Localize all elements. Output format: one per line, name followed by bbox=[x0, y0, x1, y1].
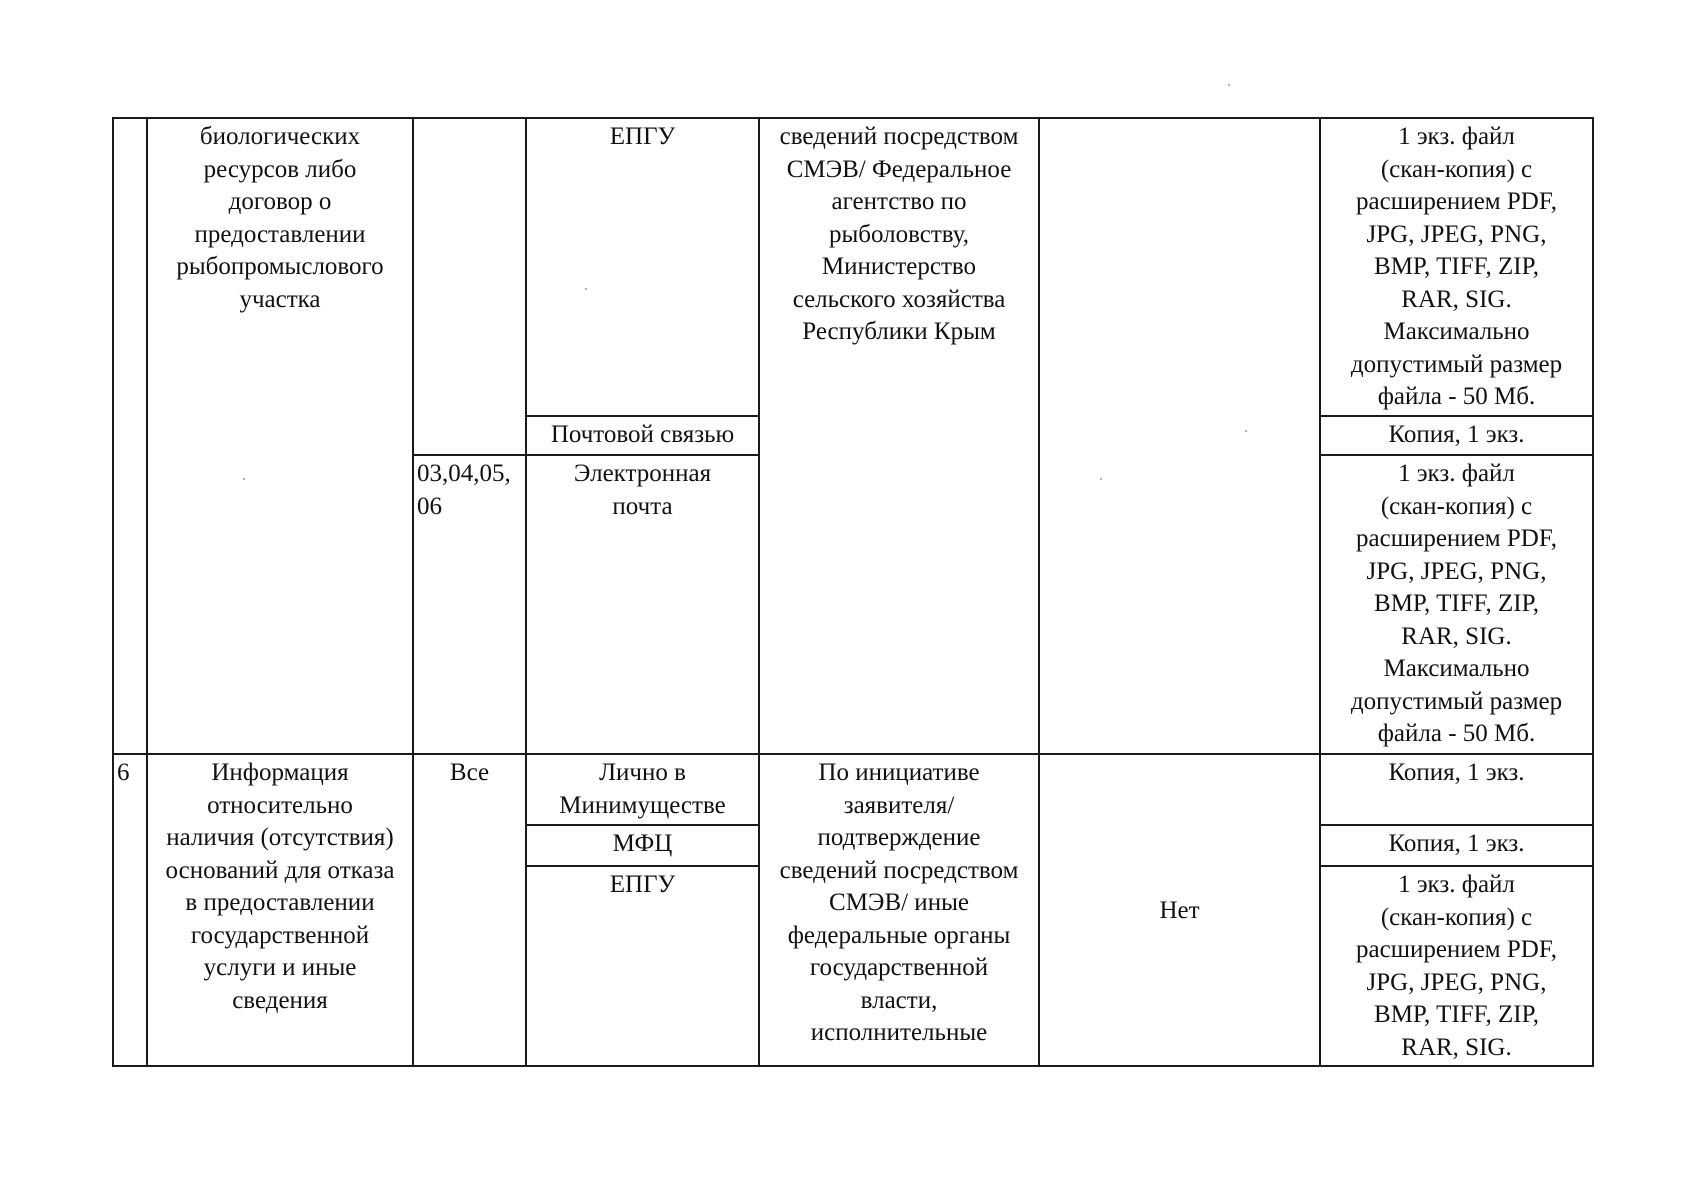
channel-post-cell: Почтовой связью bbox=[526, 416, 759, 455]
format-personal-cell: Копия, 1 экз. bbox=[1320, 754, 1593, 825]
row-number-cell bbox=[113, 118, 147, 754]
applicant-codes-cell: Все bbox=[413, 754, 526, 1066]
document-name-cell: биологических ресурсов либо договор о предоставлении рыбопромыслового участка bbox=[147, 118, 413, 754]
requirement-cell: Нет bbox=[1039, 754, 1320, 1066]
requirement-cell bbox=[1039, 118, 1320, 754]
source-cell: По инициативе заявителя/ подтверждение сведений посредством СМЭВ/ иные федеральные органы государственной власти, исполнительные bbox=[759, 754, 1039, 1066]
channel-email-cell: Электронная почта bbox=[526, 455, 759, 754]
scan-speck bbox=[1100, 478, 1102, 480]
applicant-codes-cell: 03,04,05, 06 bbox=[413, 455, 526, 754]
format-post-cell: Копия, 1 экз. bbox=[1320, 416, 1593, 455]
table-row bbox=[113, 754, 1593, 825]
format-email-cell: 1 экз. файл (скан-копия) с расширением PDF, JPG, JPEG, PNG, BMP, TIFF, ZIP, RAR, SIG. Максимально допустимый размер файла - 50 Мб. bbox=[1320, 455, 1593, 754]
scan-speck bbox=[585, 288, 587, 290]
scan-speck bbox=[1245, 430, 1247, 432]
channel-epgu-cell: ЕПГУ bbox=[526, 118, 759, 416]
channel-mfc-cell: МФЦ bbox=[526, 825, 759, 866]
channel-personal-cell: Лично в Минимуществе bbox=[526, 754, 759, 825]
format-mfc-cell: Копия, 1 экз. bbox=[1320, 825, 1593, 866]
scan-speck bbox=[243, 478, 245, 480]
row-number-cell: 6 bbox=[113, 754, 147, 1066]
channel-epgu-cell: ЕПГУ bbox=[526, 866, 759, 1066]
applicant-codes-cell bbox=[413, 118, 526, 455]
table-row bbox=[113, 118, 1593, 416]
documents-table bbox=[112, 117, 1594, 1067]
source-cell: сведений посредством СМЭВ/ Федеральное агентство по рыболовству, Министерство сельского хозяйства Республики Крым bbox=[759, 118, 1039, 754]
scan-speck bbox=[1228, 84, 1230, 86]
format-epgu-cell: 1 экз. файл (скан-копия) с расширением PDF, JPG, JPEG, PNG, BMP, TIFF, ZIP, RAR, SIG. bbox=[1320, 866, 1593, 1066]
document-name-cell: Информация относительно наличия (отсутствия) оснований для отказа в предоставлении государственной услуги и иные сведения bbox=[147, 754, 413, 1066]
format-epgu-cell: 1 экз. файл (скан-копия) с расширением PDF, JPG, JPEG, PNG, BMP, TIFF, ZIP, RAR, SIG. Максимально допустимый размер файла - 50 Мб. bbox=[1320, 118, 1593, 416]
